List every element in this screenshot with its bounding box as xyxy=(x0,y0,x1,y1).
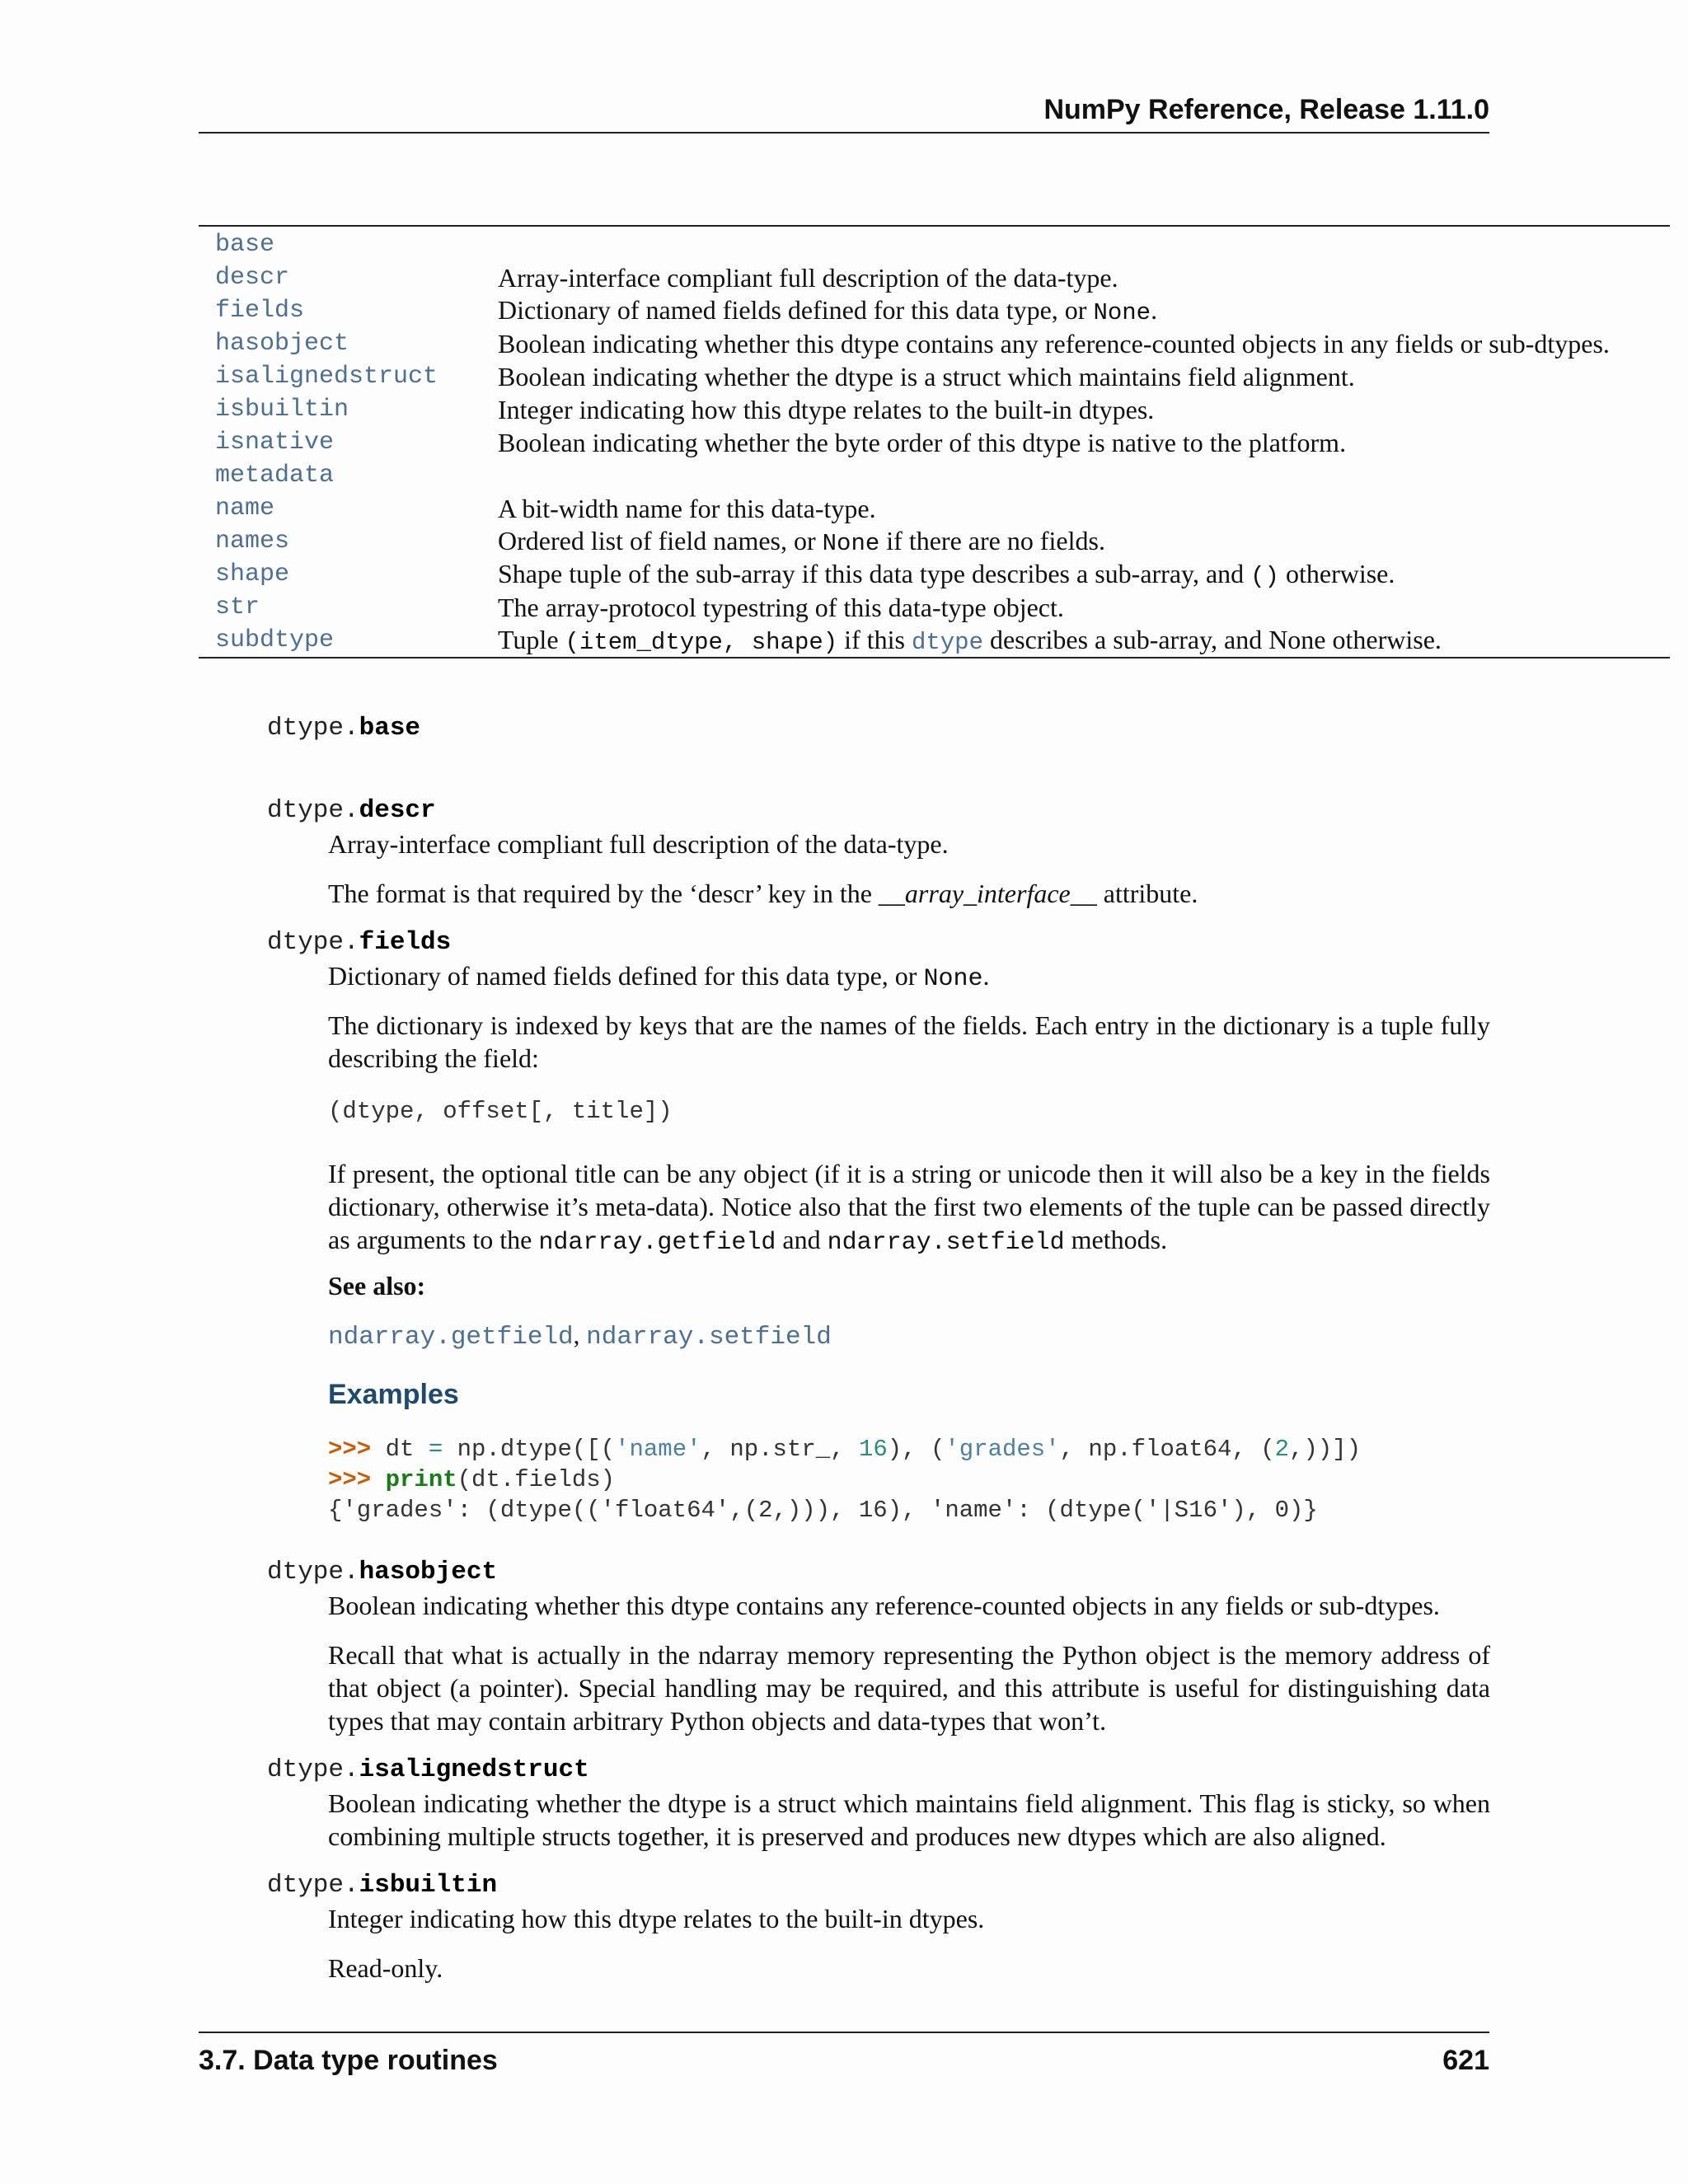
table-row xyxy=(199,393,1670,426)
isbuiltin-summary: Integer indicating how this dtype relates to the built-in dtypes. xyxy=(328,1904,985,1933)
attr-link-subdtype[interactable]: subdtype xyxy=(215,626,335,654)
sig-prefix: dtype. xyxy=(267,1871,359,1900)
dtype-link[interactable]: dtype xyxy=(911,629,983,656)
page-header xyxy=(199,92,1489,134)
keyword: print xyxy=(385,1466,457,1493)
table-row xyxy=(199,426,1670,459)
hasobject-detail: Recall that what is actually in the ndarray memory representing the Python object is the memory address of that object (a pointer). Special handling may be required, and this attribute is useful for distinguishing data types that may contain arbitrary Python objects and data-types that won’t. xyxy=(328,1640,1490,1736)
descr-detail xyxy=(328,877,1490,910)
isalignedstruct-summary: Boolean indicating whether the dtype is a struct which maintains field alignment. This flag is sticky, so when combining multiple structs together, it is preserved and produces new dtypes which are also aligned. xyxy=(328,1788,1490,1851)
attr-desc xyxy=(498,459,1670,492)
text: If present, the optional title can be any object (if it is a string or unicode then it will also be a key in the fields dictionary, otherwise it’s meta-data). Notice also that the first two elements of the tuple can be passed directly as arguments to the xyxy=(328,1159,1490,1254)
signature-hasobject xyxy=(267,1558,497,1586)
hasobject-summary: Boolean indicating whether this dtype contains any reference-counted objects in any fields or sub-dtypes. xyxy=(328,1591,1440,1620)
sig-prefix: dtype. xyxy=(267,928,359,957)
prompt: >>> xyxy=(328,1436,372,1463)
attr-desc xyxy=(498,624,1670,658)
desc-text: Shape tuple of the sub-array if this data type describes a sub-array, and xyxy=(498,559,1251,588)
desc-text: Dictionary of named fields defined for this data type, or xyxy=(498,295,1094,325)
inline-code: ndarray.setfield xyxy=(827,1229,1065,1257)
desc-text: Ordered list of field names, or xyxy=(498,526,823,555)
prompt: >>> xyxy=(328,1466,372,1493)
table-row xyxy=(199,327,1670,360)
example-code xyxy=(328,1434,1361,1526)
desc-text: Tuple xyxy=(498,625,565,654)
page-number: 621 xyxy=(1442,2045,1489,2076)
inline-code: (item_dtype, shape) xyxy=(565,629,838,656)
attr-desc: Integer indicating how this dtype relates to the built-in dtypes. xyxy=(498,394,1155,424)
inline-code: None xyxy=(1093,299,1151,326)
attr-link-hasobject[interactable]: hasobject xyxy=(215,330,349,358)
table-row xyxy=(199,624,1670,658)
code-output: {'grades': (dtype(('float64',(2,))), 16), 'name': (dtype('|S16'), 0)} xyxy=(328,1497,1318,1524)
table-row xyxy=(199,294,1670,327)
string: 'name' xyxy=(615,1436,701,1463)
desc-text: describes a sub-array, and None otherwise. xyxy=(982,625,1442,654)
inline-code: () xyxy=(1250,563,1279,590)
attr-desc: Array-interface compliant full description of the data-type. xyxy=(498,262,1118,293)
number: 16 xyxy=(858,1436,888,1463)
code-line xyxy=(328,1465,1361,1495)
desc-text: if there are no fields. xyxy=(879,526,1105,555)
getfield-link[interactable]: ndarray.getfield xyxy=(328,1323,574,1352)
table-row xyxy=(199,591,1670,624)
see-also-links xyxy=(328,1320,832,1352)
sig-name: hasobject xyxy=(359,1558,498,1586)
code: , np.float64, ( xyxy=(1059,1436,1275,1463)
signature-fields xyxy=(267,928,451,957)
sig-prefix: dtype. xyxy=(267,1558,359,1586)
signature-descr xyxy=(267,796,436,825)
text: methods. xyxy=(1064,1225,1168,1254)
desc-text: otherwise. xyxy=(1278,559,1395,588)
sig-prefix: dtype. xyxy=(267,1755,359,1784)
code: ,))]) xyxy=(1289,1436,1362,1463)
text: Dictionary of named fields defined for this data type, or xyxy=(328,961,924,991)
attr-desc xyxy=(498,558,1670,591)
code: np.dtype([( xyxy=(443,1436,616,1463)
attr-link-isnative[interactable]: isnative xyxy=(215,429,335,457)
code: , np.str_, xyxy=(701,1436,859,1463)
table-row xyxy=(199,525,1670,558)
attr-desc: The array-protocol typestring of this data-type object. xyxy=(498,592,1064,622)
operator: = xyxy=(428,1436,443,1463)
sig-prefix: dtype. xyxy=(267,796,359,825)
fields-summary xyxy=(328,959,1490,996)
fields-detail: The dictionary is indexed by keys that are the names of the fields. Each entry in the dictionary is a tuple fully describing the field: xyxy=(328,1010,1490,1073)
attr-link-base[interactable]: base xyxy=(215,231,275,259)
setfield-link[interactable]: ndarray.setfield xyxy=(586,1323,832,1352)
attr-link-str[interactable]: str xyxy=(215,593,260,621)
sig-prefix: dtype. xyxy=(267,714,359,743)
signature-isbuiltin xyxy=(267,1871,497,1900)
fields-code-block: (dtype, offset[, title]) xyxy=(328,1098,673,1125)
sig-name: fields xyxy=(359,928,452,957)
text: . xyxy=(982,961,990,991)
text: attribute. xyxy=(1096,879,1198,908)
attr-link-shape[interactable]: shape xyxy=(215,560,290,588)
attributes-table xyxy=(199,225,1670,658)
page-footer xyxy=(199,2032,1489,2083)
code: ), ( xyxy=(887,1436,945,1463)
attr-desc: Boolean indicating whether the dtype is a struct which maintains field alignment. xyxy=(498,361,1355,391)
attr-link-name[interactable]: name xyxy=(215,494,275,523)
emphasis: __array_interface__ xyxy=(878,879,1097,908)
examples-heading: Examples xyxy=(328,1379,459,1410)
attr-link-isbuiltin[interactable]: isbuiltin xyxy=(215,396,349,424)
sig-name: isalignedstruct xyxy=(359,1755,589,1784)
text: The format is that required by the ‘descr’ key in the xyxy=(328,879,879,908)
separator: , xyxy=(573,1320,587,1349)
table-row xyxy=(199,360,1670,393)
inline-code: None xyxy=(822,530,880,557)
descr-summary: Array-interface compliant full description of the data-type. xyxy=(328,829,949,859)
table-row xyxy=(199,459,1670,492)
signature-base xyxy=(267,714,420,743)
fields-note xyxy=(328,1157,1490,1259)
desc-text: . xyxy=(1151,295,1158,325)
number: 2 xyxy=(1274,1436,1290,1463)
table-row xyxy=(199,226,1670,261)
attr-link-metadata[interactable]: metadata xyxy=(215,462,335,490)
inline-code: None xyxy=(923,965,983,993)
code-line xyxy=(328,1434,1361,1465)
attr-desc: A bit-width name for this data-type. xyxy=(498,493,876,523)
inline-code: ndarray.getfield xyxy=(538,1229,776,1257)
table-row xyxy=(199,492,1670,525)
sig-name: base xyxy=(359,714,421,743)
see-also-heading: See also: xyxy=(328,1271,426,1301)
section-title: 3.7. Data type routines xyxy=(199,2045,498,2076)
attr-link-fields[interactable]: fields xyxy=(215,297,305,325)
signature-isalignedstruct xyxy=(267,1755,589,1784)
attr-desc xyxy=(498,226,1670,261)
string: 'grades' xyxy=(945,1436,1060,1463)
table-row xyxy=(199,261,1670,294)
isbuiltin-detail: Read-only. xyxy=(328,1953,443,1983)
running-title: NumPy Reference, Release 1.11.0 xyxy=(1043,94,1489,125)
attr-desc xyxy=(498,525,1670,558)
attr-desc: Boolean indicating whether the byte order of this dtype is native to the platform. xyxy=(498,427,1347,457)
sig-name: descr xyxy=(359,796,436,825)
attr-link-isalignedstruct[interactable]: isalignedstruct xyxy=(215,363,438,391)
table-row xyxy=(199,558,1670,591)
attr-desc xyxy=(498,294,1670,327)
code: (dt.fields) xyxy=(457,1466,616,1493)
sig-name: isbuiltin xyxy=(359,1871,498,1900)
desc-text: if this xyxy=(837,625,912,654)
attr-link-names[interactable]: names xyxy=(215,527,290,555)
code: dt xyxy=(371,1436,429,1463)
attr-desc: Boolean indicating whether this dtype contains any reference-counted objects in any fields or sub-dtypes. xyxy=(498,328,1610,359)
text: and xyxy=(776,1225,828,1254)
attr-link-descr[interactable]: descr xyxy=(215,264,290,292)
